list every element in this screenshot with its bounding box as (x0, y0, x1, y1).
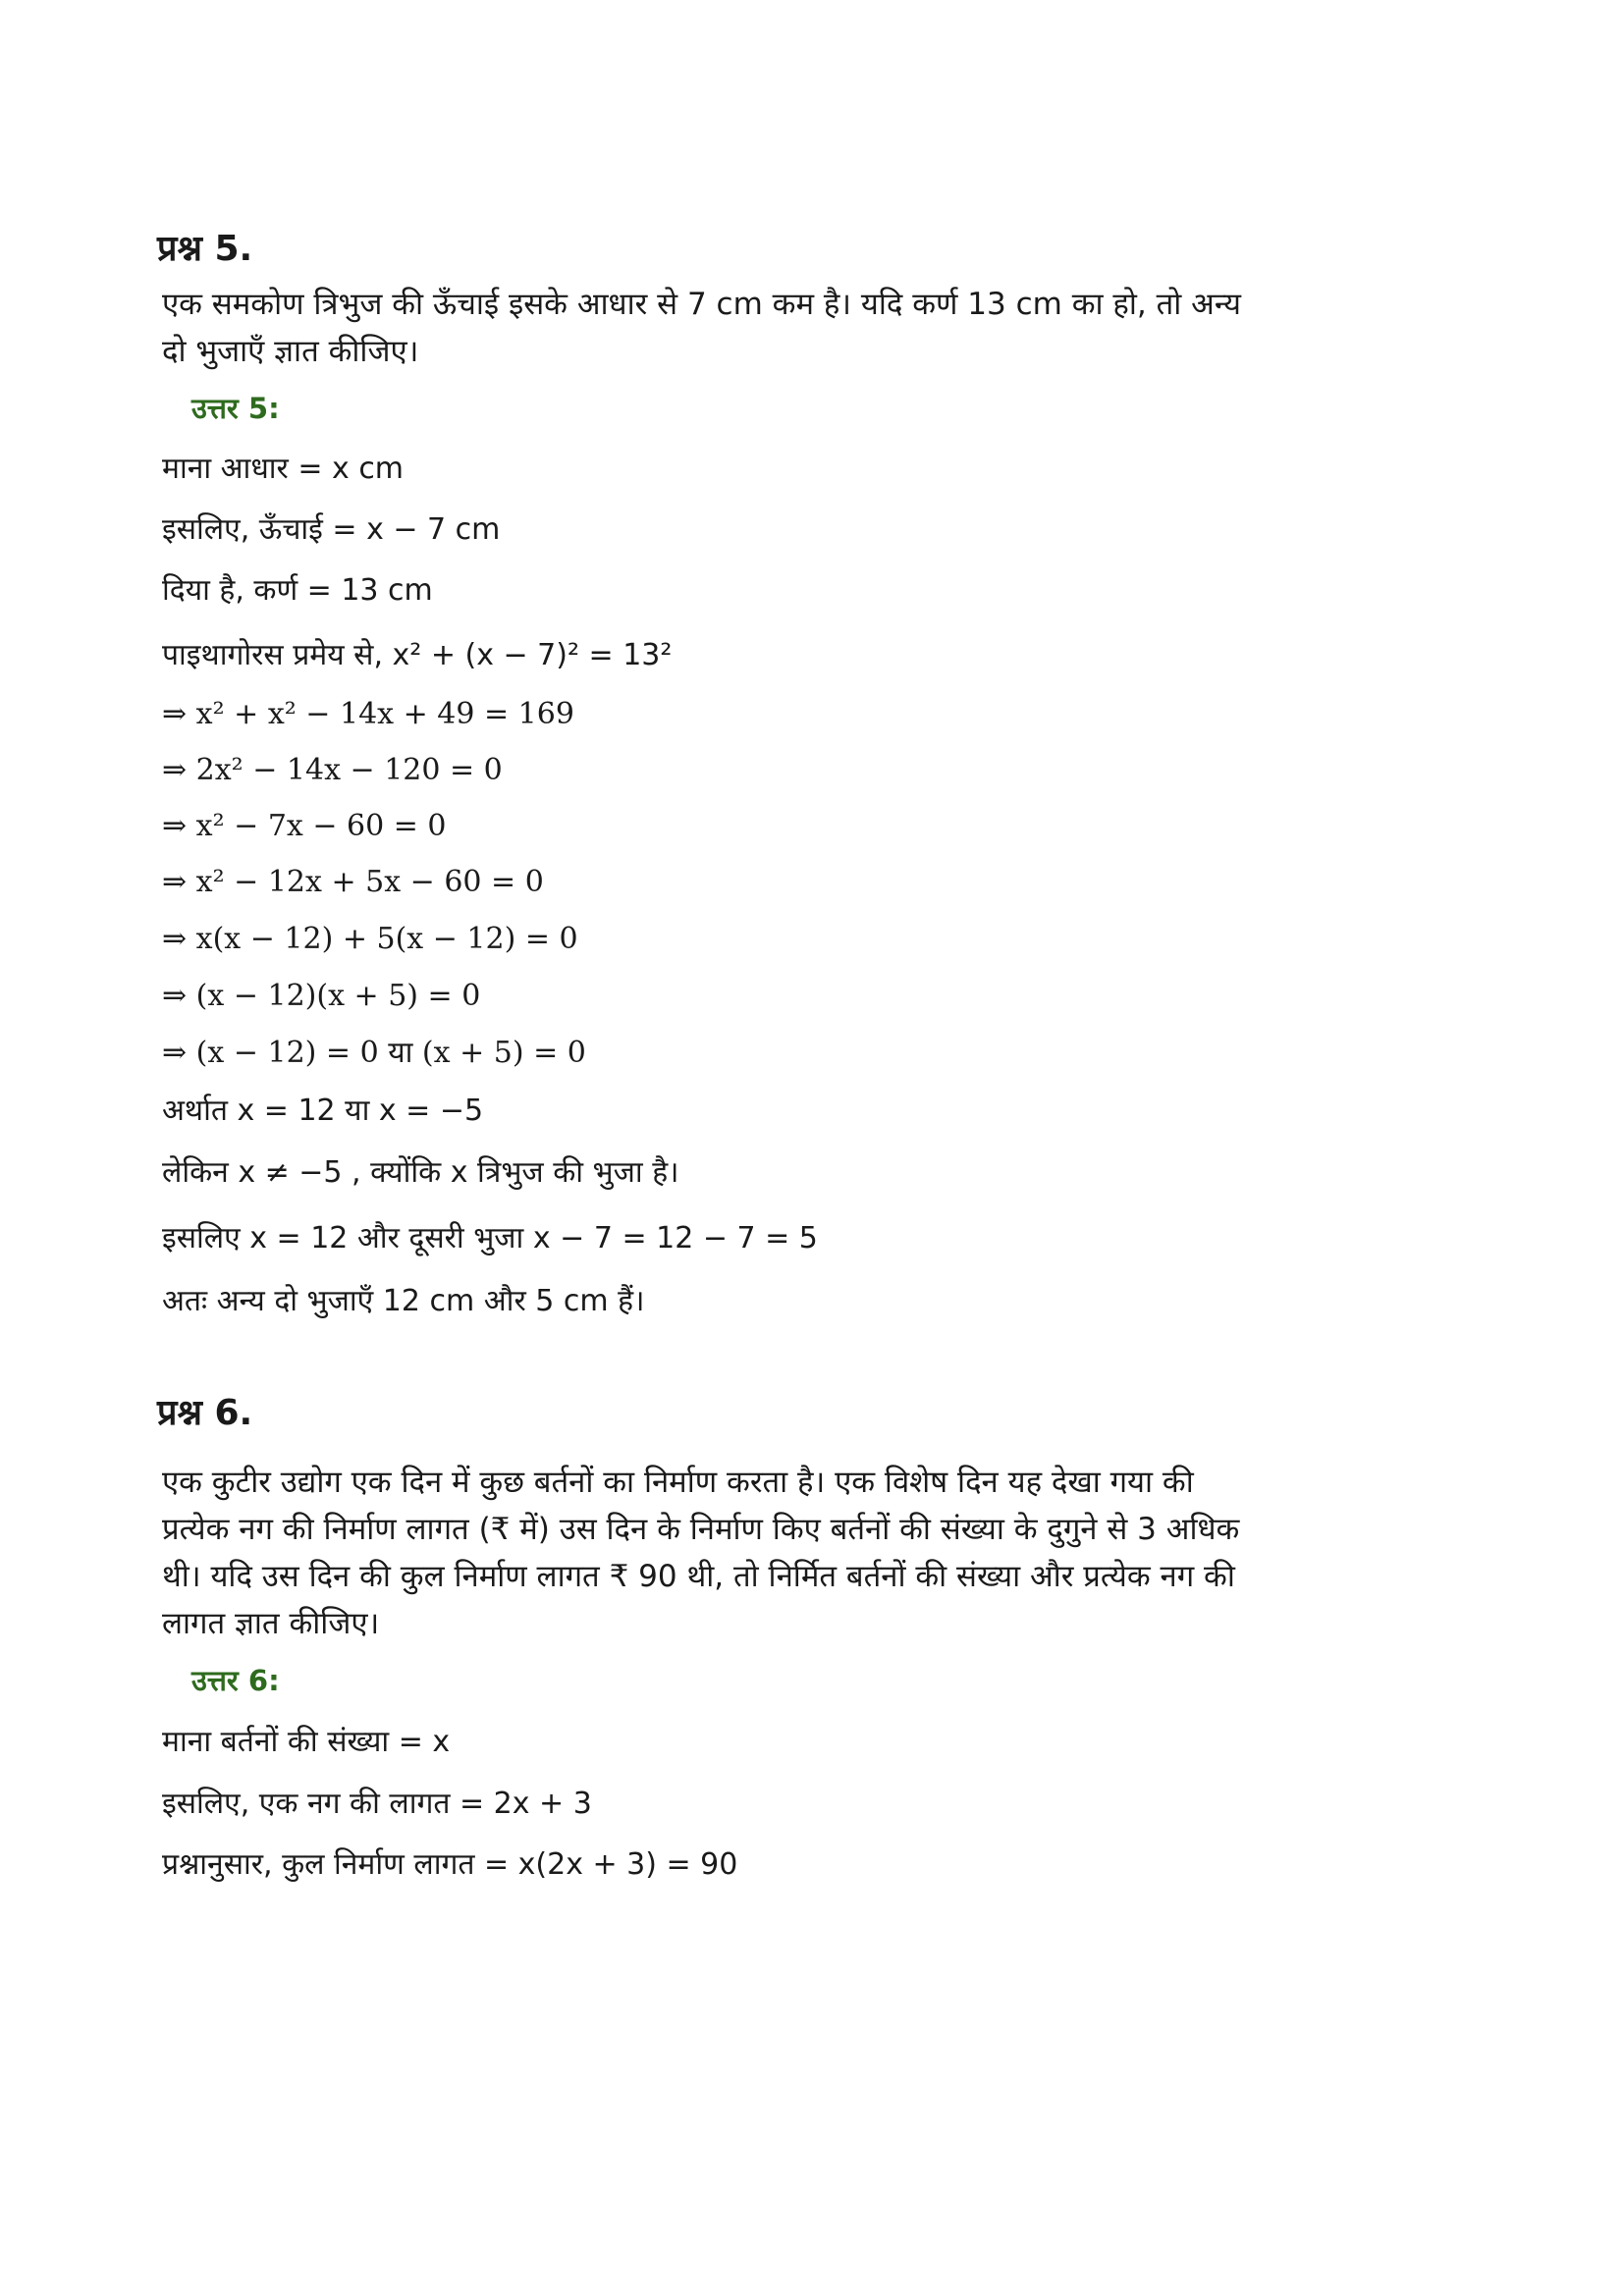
question-5-text-line: दो भुजाएँ ज्ञात कीजिए। (162, 334, 419, 369)
answer-6-label: उत्तर 6: (191, 1664, 280, 1697)
solution-equation: ⇒ x² − 12x + 5x − 60 = 0 (162, 865, 544, 899)
solution-equation: ⇒ x² − 7x − 60 = 0 (162, 809, 447, 843)
solution-line: माना आधार = x cm (162, 452, 405, 486)
solution-equation: ⇒ 2x² − 14x − 120 = 0 (162, 753, 503, 787)
question-6-text-line: प्रत्येक नग की निर्माण लागत (₹ में) उस दिन के निर्माण किए बर्तनों की संख्या के दुगुने से 3 अधिक (162, 1512, 1240, 1547)
question-5-text-line: एक समकोण त्रिभुज की ऊँचाई इसके आधार से 7 cm कम है। यदि कर्ण 13 cm का हो, तो अन्य (162, 287, 1241, 322)
solution-equation: ⇒ (x − 12) = 0 या (x + 5) = 0 (162, 1036, 586, 1070)
question-5-heading: प्रश्न 5. (157, 229, 253, 269)
solution-line: अर्थात x = 12 या x = −5 (162, 1094, 484, 1128)
question-6-text-line: लागत ज्ञात कीजिए। (162, 1606, 380, 1641)
solution-line: लेकिन x ≠ −5 , क्योंकि x त्रिभुज की भुजा है। (162, 1155, 679, 1190)
solution-equation: ⇒ x(x − 12) + 5(x − 12) = 0 (162, 922, 578, 956)
question-5-text (162, 281, 1360, 375)
solution-line: इसलिए, ऊँचाई = x − 7 cm (162, 512, 501, 547)
solution-conclusion: अतः अन्य दो भुजाएँ 12 cm और 5 cm हैं। (162, 1284, 645, 1318)
question-6-text-line: थी। यदि उस दिन की कुल निर्माण लागत ₹ 90 थी, तो निर्मित बर्तनों की संख्या और प्रत्येक नग की (162, 1559, 1235, 1594)
solution-equation: ⇒ (x − 12)(x + 5) = 0 (162, 979, 481, 1013)
solution-line: दिया है, कर्ण = 13 cm (162, 573, 433, 608)
solution-line: प्रश्नानुसार, कुल निर्माण लागत = x(2x + 3) = 90 (162, 1847, 738, 1882)
solution-line: इसलिए x = 12 और दूसरी भुजा x − 7 = 12 − 7 = 5 (162, 1221, 818, 1255)
solution-line: पाइथागोरस प्रमेय से, x² + (x − 7)² = 13² (162, 638, 673, 672)
question-6-text (162, 1459, 1360, 1647)
question-6-heading: प्रश्न 6. (157, 1393, 253, 1433)
question-6-text-line: एक कुटीर उद्योग एक दिन में कुछ बर्तनों का निर्माण करता है। एक विशेष दिन यह देखा गया की (162, 1465, 1194, 1500)
solution-line: माना बर्तनों की संख्या = x (162, 1725, 451, 1759)
solution-line: इसलिए, एक नग की लागत = 2x + 3 (162, 1787, 592, 1821)
solution-equation: ⇒ x² + x² − 14x + 49 = 169 (162, 697, 574, 731)
answer-5-label: उत्तर 5: (191, 392, 280, 425)
